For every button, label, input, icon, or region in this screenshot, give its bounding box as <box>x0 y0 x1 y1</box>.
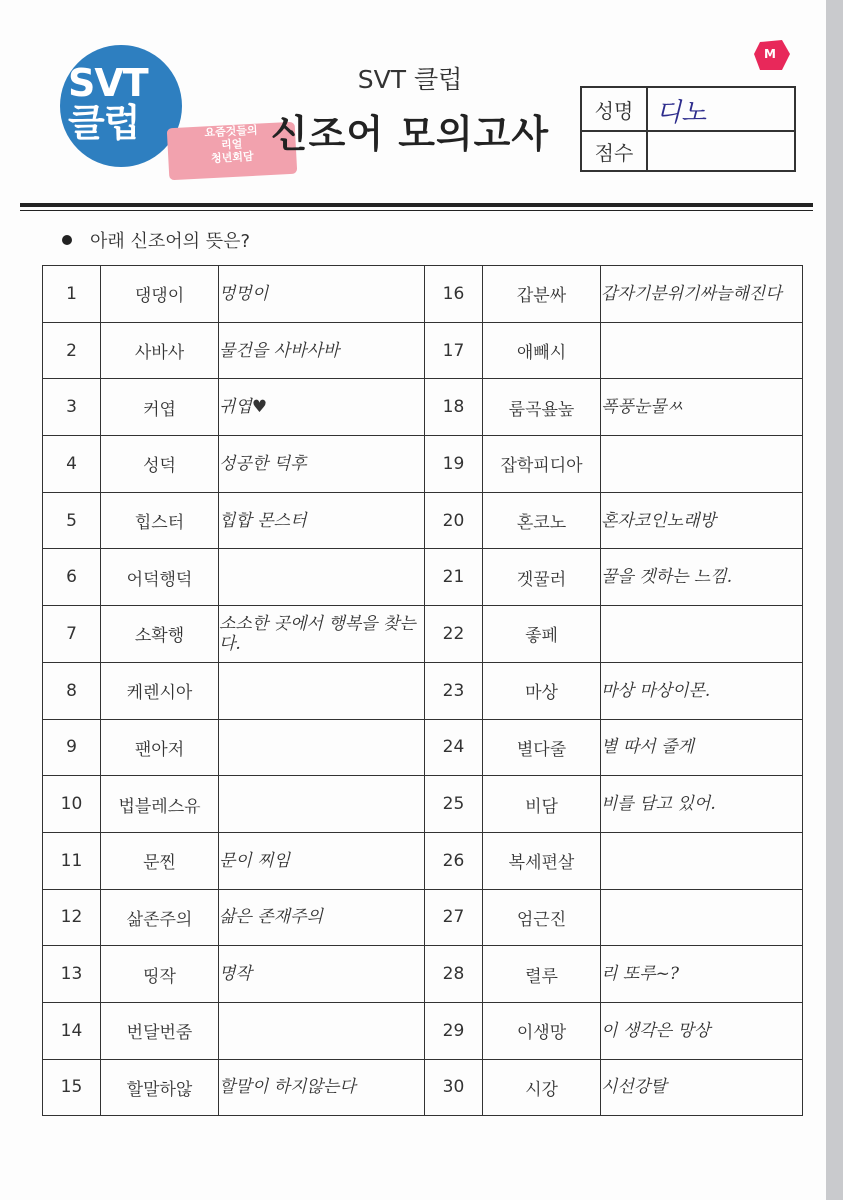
slang-word: 할말하않 <box>101 1059 219 1116</box>
question-number: 8 <box>43 662 101 719</box>
svt-club-logo <box>60 45 258 167</box>
slang-word: 이생망 <box>483 1002 601 1059</box>
logo-tag-line-2: 리얼 <box>220 137 243 152</box>
table-row <box>43 379 803 436</box>
handwritten-answer <box>219 662 425 719</box>
handwritten-answer: 리 또루~? <box>601 946 803 1003</box>
handwritten-answer: 소소한 곳에서 행복을 찾는다. <box>219 606 425 663</box>
handwritten-answer: 폭풍눈물ㅆ <box>601 379 803 436</box>
question-text: 아래 신조어의 뜻은? <box>90 231 251 252</box>
slang-word: 룸곡욮높 <box>483 379 601 436</box>
table-row <box>43 776 803 833</box>
question-number: 7 <box>43 606 101 663</box>
header-title: 신조어 모의고사 <box>270 112 550 156</box>
table-row <box>43 549 803 606</box>
table-row <box>43 1002 803 1059</box>
score-label: 점수 <box>582 130 648 172</box>
handwritten-answer: 이 생각은 망상 <box>601 1002 803 1059</box>
question-number: 11 <box>43 832 101 889</box>
table-row <box>43 606 803 663</box>
table-row <box>43 492 803 549</box>
table-row <box>43 889 803 946</box>
name-value: 디노 <box>656 98 707 128</box>
slang-word: 마상 <box>483 662 601 719</box>
slang-word: 법블레스유 <box>101 776 219 833</box>
handwritten-answer: 귀엽♥ <box>219 379 425 436</box>
logo-tag-line-1: 요즘것들의 <box>204 123 258 140</box>
slang-word: 잡학피디아 <box>483 436 601 493</box>
question-number: 29 <box>425 1002 483 1059</box>
slang-word: 댕댕이 <box>101 266 219 323</box>
slang-word: 시강 <box>483 1059 601 1116</box>
slang-word: 비담 <box>483 776 601 833</box>
handwritten-answer <box>601 436 803 493</box>
slang-word: 띵작 <box>101 946 219 1003</box>
slang-word: 애빼시 <box>483 322 601 379</box>
score-row <box>582 130 794 172</box>
question-number: 13 <box>43 946 101 1003</box>
page-edge <box>826 0 843 1200</box>
handwritten-answer: 힙합 몬스터 <box>219 492 425 549</box>
table-row <box>43 266 803 323</box>
table-row <box>43 1059 803 1116</box>
table-row <box>43 662 803 719</box>
handwritten-answer <box>219 1002 425 1059</box>
slang-word: 렬루 <box>483 946 601 1003</box>
handwritten-answer: 문이 찌임 <box>219 832 425 889</box>
slang-word: 겟꿀러 <box>483 549 601 606</box>
question-number: 17 <box>425 322 483 379</box>
question-number: 25 <box>425 776 483 833</box>
table-row <box>43 946 803 1003</box>
slang-word: 갑분싸 <box>483 266 601 323</box>
handwritten-answer <box>601 832 803 889</box>
question-number: 30 <box>425 1059 483 1116</box>
slang-word: 힙스터 <box>101 492 219 549</box>
slang-word: 사바사 <box>101 322 219 379</box>
handwritten-answer <box>601 322 803 379</box>
slang-word: 케렌시아 <box>101 662 219 719</box>
question-number: 3 <box>43 379 101 436</box>
handwritten-answer: 할말이 하지않는다 <box>219 1059 425 1116</box>
handwritten-answer: 멍멍이 <box>219 266 425 323</box>
slang-word: 복세편살 <box>483 832 601 889</box>
slang-word: 혼코노 <box>483 492 601 549</box>
name-label: 성명 <box>582 88 648 130</box>
header-subtitle: SVT 클럽 <box>357 65 463 94</box>
handwritten-answer <box>601 889 803 946</box>
handwritten-answer: 비를 담고 있어. <box>601 776 803 833</box>
handwritten-answer: 혼자코인노래방 <box>601 492 803 549</box>
slang-word: 성덕 <box>101 436 219 493</box>
slang-word: 팬아저 <box>101 719 219 776</box>
header-divider-thin <box>20 210 813 211</box>
name-row <box>582 88 794 132</box>
question-number: 19 <box>425 436 483 493</box>
slang-word: 좋페 <box>483 606 601 663</box>
question-number: 10 <box>43 776 101 833</box>
handwritten-answer: 명작 <box>219 946 425 1003</box>
slang-word: 별다줄 <box>483 719 601 776</box>
question-number: 1 <box>43 266 101 323</box>
table-row <box>43 719 803 776</box>
handwritten-answer <box>219 549 425 606</box>
handwritten-answer: 물건을 사바사바 <box>219 322 425 379</box>
svg-text:M: M <box>764 47 776 61</box>
question-number: 12 <box>43 889 101 946</box>
logo-tag-line-3: 청년회담 <box>210 149 254 166</box>
question-number: 24 <box>425 719 483 776</box>
header-divider-thick <box>20 203 813 207</box>
question-number: 9 <box>43 719 101 776</box>
slang-word: 삶존주의 <box>101 889 219 946</box>
question-number: 16 <box>425 266 483 323</box>
handwritten-answer: 시선강탈 <box>601 1059 803 1116</box>
handwritten-answer: 별 따서 줄게 <box>601 719 803 776</box>
handwritten-answer: 꿀을 겟하는 느낌. <box>601 549 803 606</box>
handwritten-answer: 삶은 존재주의 <box>219 889 425 946</box>
question-number: 4 <box>43 436 101 493</box>
quiz-table <box>42 265 803 1116</box>
table-row <box>43 436 803 493</box>
table-row <box>43 322 803 379</box>
table-row <box>43 832 803 889</box>
logo-main-text: SVT 클럽 <box>68 61 148 145</box>
handwritten-answer <box>219 776 425 833</box>
slang-word: 문찐 <box>101 832 219 889</box>
question-number: 14 <box>43 1002 101 1059</box>
slang-word: 번달번줌 <box>101 1002 219 1059</box>
handwritten-answer: 성공한 덕후 <box>219 436 425 493</box>
question-number: 28 <box>425 946 483 1003</box>
question-number: 15 <box>43 1059 101 1116</box>
slang-word: 커엽 <box>101 379 219 436</box>
handwritten-answer: 갑자기분위기싸늘해진다 <box>601 266 803 323</box>
name-score-box <box>580 86 796 172</box>
question-prompt <box>62 227 250 253</box>
question-number: 18 <box>425 379 483 436</box>
question-number: 27 <box>425 889 483 946</box>
handwritten-answer <box>601 606 803 663</box>
question-number: 26 <box>425 832 483 889</box>
bullet-icon <box>62 235 72 245</box>
slang-word: 소확행 <box>101 606 219 663</box>
question-number: 21 <box>425 549 483 606</box>
question-number: 20 <box>425 492 483 549</box>
question-number: 22 <box>425 606 483 663</box>
question-number: 5 <box>43 492 101 549</box>
handwritten-answer <box>219 719 425 776</box>
slang-word: 어덕행덕 <box>101 549 219 606</box>
question-number: 6 <box>43 549 101 606</box>
handwritten-answer: 마상 마상이몬. <box>601 662 803 719</box>
question-number: 2 <box>43 322 101 379</box>
question-number: 23 <box>425 662 483 719</box>
slang-word: 엄근진 <box>483 889 601 946</box>
mbc-m-logo-icon <box>752 38 792 72</box>
